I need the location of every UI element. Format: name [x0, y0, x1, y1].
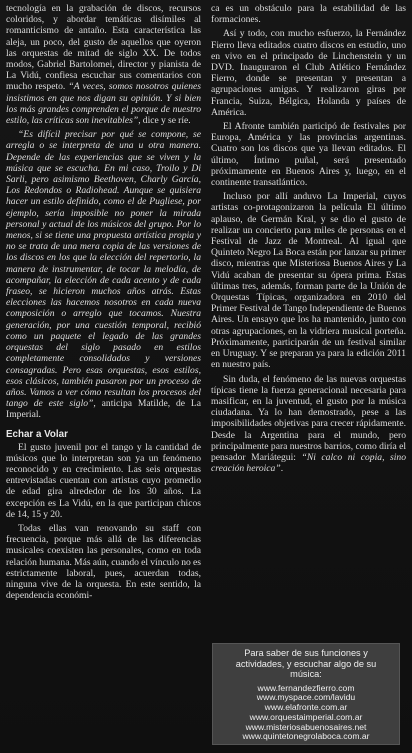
- paragraph: Todas ellas van renovando su staff con frecuencia, porque más allá de las diferencias musicales coexisten las personales, como en toda relación humana. Más aún, cuando el vínculo no es estrictamente laboral, pues, acuerdan todas, ninguna vive de la orquesta. En este sentido, la dependencia económi-: [6, 522, 202, 602]
- paragraph: Incluso por allí anduvo La Imperial, cuyos artistas co-protagonizaron la película El último aplauso, de Germán Kral, y se dio el gusto de realizar un concierto para miles de personas en el Festival de Jazz de Montreal. Al igual que Quinteto Negro La Boca están por lanzar su primer disco, mientras que Misteriosa Buenos Aires y La Vidú acaban de presentar su ópera prima. Estas últimas tres, además, forman parte de la Unión de Orquestas Típicas, organizadora en 2010 del Primer Festival de Tango Independiente de Buenos Aires. Un ensayo que los ha mantenido, junto con otras agrupaciones, en la vidriera musical porteña. Próximamente, participarán de un festival similar en Uruguay. Y se preparan ya para la edición 2011 en nuestro país.: [211, 191, 407, 371]
- link-misteriosa-buenos-aires[interactable]: www.misteriosabuenosaires.net: [245, 721, 367, 732]
- paragraph: Así y todo, con mucho esfuerzo, la Fernández Fierro lleva editados cuatro discos en estudio, uno en vivo en el principado de Linchenstein y un DVD. Inauguraron el Club Atlético Fernández Fierro, donde se presentan y presentan a agrupaciones amigas. Y realizaron giras por Francia, Suiza, Bélgica, Holanda y países de América.: [211, 28, 406, 118]
- quote: “A veces, somos nosotros quienes insistimos en que nos digan su opinión. Y si bien los más grandes comprenden el porque de nuestro estilo, las críticas son inevitables”: [6, 81, 201, 127]
- paragraph: “Es difícil precisar por qué se compone, se arregla o se interpreta de una u otra manera. Depende de las experiencias que se viven y la música que se escucha. En mi caso, Troilo y Di Sarli, pero asimismo Beethoven, Charly García, Los Redondos o Radiohead. Aunque se quisiera hacer un estilo definido, como el de Pugliese, por ejemplo, sería imposible no poner la mirada personal y actual de los músicos del grupo. Por lo menos, si se tiene una propuesta artística propia y no se trata de una mera copia de las versiones de los discos en los que la elección del repertorio, la manera de instrumentar, de tocar la melodía, de acompañar, la elección de cada acento y de cada fraseo, se hicieron muchos años atrás. Estas elecciones las hacemos nosotros en cada nueva composición o arreglo que tocamos. Nuestra generación, por una cuestión temporal, recibió como un paquete el legado de las grandes orquestas del siglo pasado en estilos completamente consolidados y versiones consagradas. Pero esas orquestas, esos estilos, esos clásicos, también pasaron por un proceso de años. Vamos a ver cómo resultan los procesos del tango de este siglo”, anticipa Matilde, de La Imperial.: [6, 129, 201, 421]
- link-quinteto-negro-la-boca[interactable]: www.quintetonegrolaboca.com.ar: [242, 731, 370, 742]
- paragraph: tecnología en la grabación de discos, recursos coloridos, y abordar temáticas disímiles al romanticismo de antaño. Esta característica las aleja, un poco, del gusto de aquellos que oyeron las orquestas de mitad de siglo XX. De todos modos, Gabriel Bartolomei, director y pianista de La Vidú, confiesa escuchar sus comentarios con mucho respeto. “A veces, somos nosotros quienes insistimos en que nos digan su opinión. Y si bien los más grandes comprenden el porque de nuestro estilo, las críticas son inevitables”, dice y se ríe.: [6, 3, 201, 127]
- link-el-afronte[interactable]: www.elafronte.com.ar: [264, 702, 348, 713]
- link-fernandez-fierro[interactable]: www.fernandezfierro.com: [257, 682, 355, 693]
- quote: “Ni calco ni copia, sino creación heroica”: [211, 451, 406, 475]
- paragraph: El gusto juvenil por el tango y la cantidad de músicos que lo interpretan son ya un fenómeno reconocido y en crecimiento. Las seis orquestas entrevistadas cuentan con artistas cuyo promedio de edad gira alrededor de los 30 años. La excepción es La Vidú, en la que participan chicos de 14, 15 y 20.: [6, 441, 201, 520]
- right-column: [211, 3, 406, 753]
- info-box: [212, 643, 400, 745]
- quote: “Es difícil precisar por qué se compone, se arregla o se interpreta de una u otra manera. Depende de las experiencias que se viven y la música que se escucha. En mi caso, Troilo y Di Sarli, pero asimismo Beethoven, Charly García, Los Redondos o Radiohead. Aunque se quisiera hacer un estilo definido, como el de Pugliese, por ejemplo, sería imposible no poner la mirada personal y actual de los músicos del grupo. Por lo menos, si se tiene una propuesta artística propia y no se trata de una mera copia de las versiones de los discos en los que la elección del repertorio, la manera de instrumentar, de tocar la melodía, de acompañar, la elección de cada acento y de cada fraseo, se hicieron muchos años atrás. Estas elecciones las hacemos nosotros en cada nueva composición o arreglo que tocamos. Nuestra generación, por una cuestión temporal, recibió como un paquete el legado de las grandes orquestas del siglo pasado en estilos completamente consolidados y versiones consagradas. Pero esas orquestas, esos estilos, esos clásicos, también pasaron por un proceso de años. Vamos a ver cómo resultan los procesos del tango de este siglo”: [6, 129, 201, 410]
- info-box-intro: Para saber de sus funciones y actividades, y escuchar algo de su música:: [235, 648, 377, 680]
- paragraph: El Afronte también participó de festivales por Europa, América y las provincias argentinas. Cuatro son los discos que ya llevan editados. El último, Íntimo puñal, será presentado próximamente en Buenos Aires y, luego, en el continente transatlántico.: [211, 121, 406, 189]
- paragraph: ca es un obstáculo para la estabilidad de las formaciones.: [211, 3, 406, 26]
- section-heading: Echar a Volar: [6, 428, 68, 440]
- paragraph: Sin duda, el fenómeno de las nuevas orquestas típicas tiene la fuerza generacional necesaria para masificar, en la juventud, el gusto por la música ciudadana. Ya lo han demostrado, pese a las imposibilidades objetivas para crecer rápidamente. Desde la Argentina para el mundo, pero principalmente para nuestros barrios, como diría el pensador Mariátegui: “Ni calco ni copia, sino creación heroica”.: [211, 373, 406, 475]
- left-column: [6, 3, 201, 753]
- link-orquesta-imperial[interactable]: www.orquestaimperial.com.ar: [249, 711, 363, 722]
- link-la-vidu[interactable]: www.myspace.com/lavidu: [256, 692, 356, 703]
- article-columns: [6, 3, 406, 753]
- links-list: [219, 684, 393, 742]
